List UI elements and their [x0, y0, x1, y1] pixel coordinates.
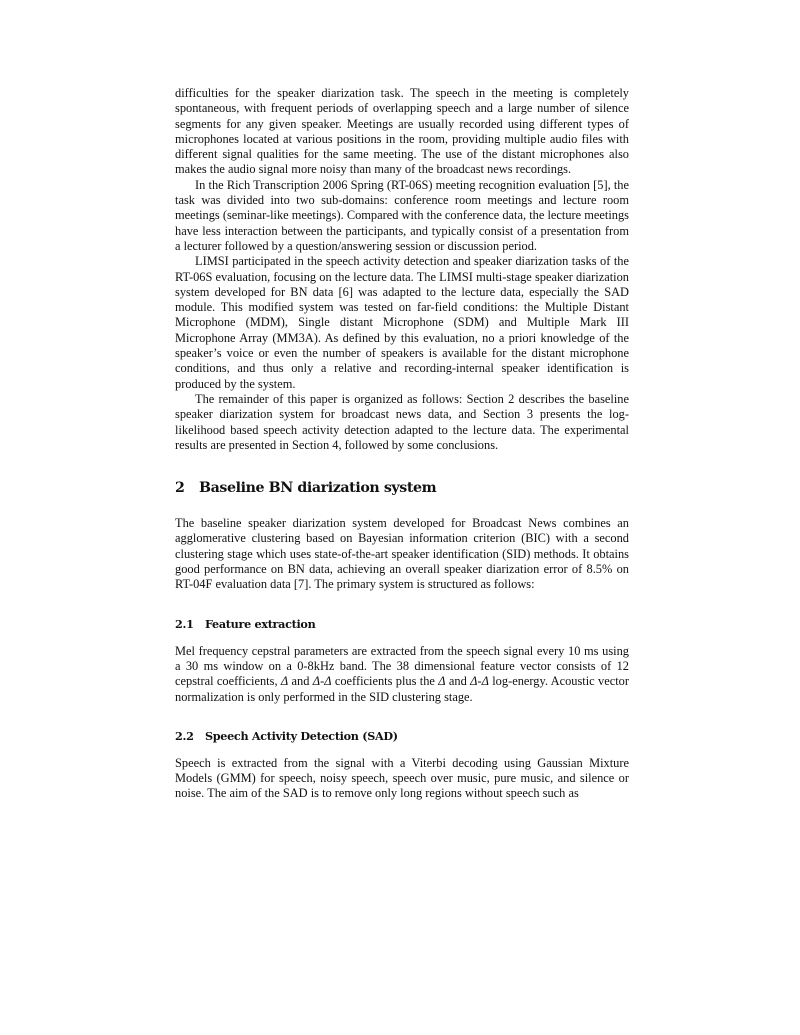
- paragraph-meeting-difficulties: difficulties for the speaker diarization task. The speech in the meeting is completely spontaneous, with frequent periods of overlapping speech and a large number of silence segments for any given speaker. Meetings are usually recorded using different types of microphones located at various positions in the room, providing multiple audio files with different signal qualities for the same meeting. The use of the distant microphones also makes the audio signal more noisy than many of the broadcast news recordings.: [175, 86, 629, 177]
- subsection-number: 2.1: [175, 616, 194, 631]
- dash: -: [477, 674, 482, 689]
- paper-page: [175, 86, 629, 802]
- subsection-title: Speech Activity Detection (SAD): [205, 728, 398, 743]
- paragraph-limsi-participation: LIMSI participated in the speech activity detection and speaker diarization tasks of the RT-06S evaluation, focusing on the lecture data. The LIMSI multi-stage speaker diarization system developed for BN data [6] was adapted to the lecture data, especially the SAD module. This modified system was tested on far-field conditions: the Multiple Distant Microphone (MDM), Single distant Microphone (SDM) and Multiple Mark III Microphone Array (MM3A). As defined by this evaluation, no a priori knowledge of the speaker’s voice or even the number of speakers is available for the distant microphone conditions, and thus only a relative and recording-internal speaker identification is produced by the system.: [175, 254, 629, 391]
- feature-text-c: coefficients plus the: [331, 674, 439, 689]
- paragraph-feature-extraction: [175, 644, 629, 705]
- section-heading-baseline: [175, 479, 629, 497]
- delta-symbol: Δ: [280, 674, 289, 689]
- feature-text-a: Mel frequency cepstral parameters are extracted from the speech signal every 10 ms using a 30 ms window on a 0-8kHz band. The 38 dimensional feature vector consists of 12 cepstral coefficients,: [175, 643, 629, 689]
- paragraph-baseline-system: The baseline speaker diarization system developed for Broadcast News combines an agglomerative clustering based on Bayesian information criterion (BIC) with a second clustering stage which uses state-of-the-art speaker identification (SID) methods. It obtains good performance on BN data, achieving an overall speaker diarization error of 8.5% on RT-04F evaluation data [7]. The primary system is structured as follows:: [175, 516, 629, 592]
- delta-symbol: Δ: [312, 674, 321, 689]
- subsection-heading-feature-extraction: [175, 617, 629, 631]
- section-number: 2: [175, 480, 185, 497]
- paragraph-rt06s-evaluation: In the Rich Transcription 2006 Spring (RT-06S) meeting recognition evaluation [5], the task was divided into two sub-domains: conference room meetings and lecture room meetings (seminar-like meetings). Compared with the conference data, the lecture meetings have less interaction between the participants, and typically consist of a presentation from a lecturer followed by a question/answering session or discussion period.: [175, 177, 629, 253]
- subsection-title: Feature extraction: [205, 616, 316, 631]
- subsection-number: 2.2: [175, 728, 194, 743]
- dash: -: [320, 674, 325, 689]
- paragraph-speech-activity-detection: Speech is extracted from the signal with a Viterbi decoding using Gaussian Mixture Models (GMM) for speech, noisy speech, speech over music, pure music, and silence or noise. The aim of the SAD is to remove only long regions without speech such as: [175, 755, 629, 801]
- paragraph-paper-organization: The remainder of this paper is organized as follows: Section 2 describes the baseline speaker diarization system for broadcast news data, and Section 3 presents the log-likelihood based speech activity detection adapted to the lecture data. The experimental results are presented in Section 4, followed by some conclusions.: [175, 391, 629, 452]
- delta-symbol: Δ: [481, 674, 489, 689]
- feature-text-d: and: [445, 674, 471, 689]
- feature-text-b: and: [288, 674, 313, 689]
- delta-symbol: Δ: [438, 674, 446, 689]
- feature-text-e: log-energy. Acoustic vector normalization is only performed in the SID clustering stage.: [175, 674, 629, 704]
- section-title: Baseline BN diarization system: [199, 480, 437, 497]
- delta-symbol: Δ: [470, 674, 478, 689]
- subsection-heading-sad: [175, 729, 629, 743]
- delta-symbol: Δ: [324, 674, 332, 689]
